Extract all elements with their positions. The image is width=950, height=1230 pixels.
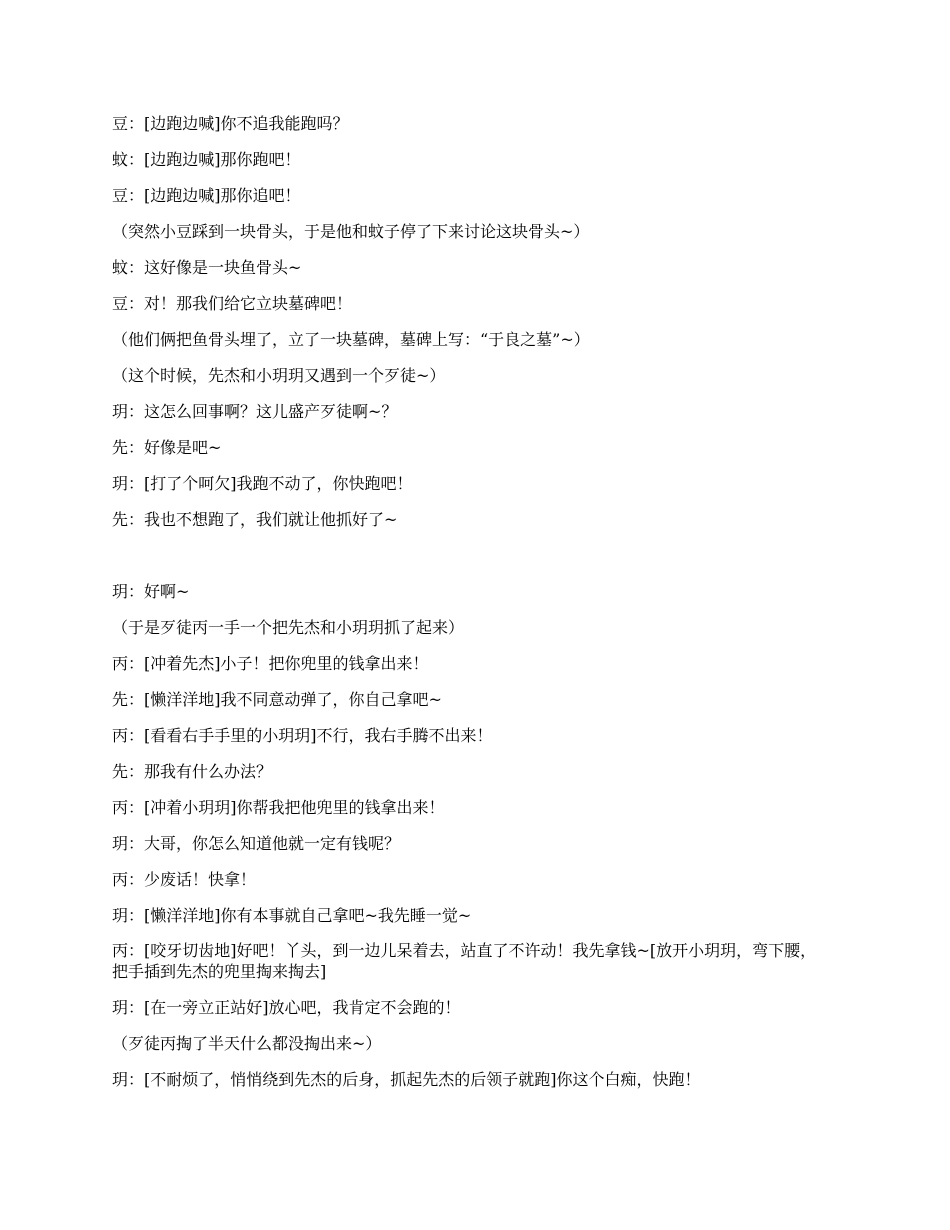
dialogue-line: 先：好像是吧~	[112, 438, 222, 457]
stage-direction: （他们俩把鱼骨头埋了，立了一块墓碑，墓碑上写：“于良之墓”~）	[112, 330, 590, 349]
dialogue-line: 玥：这怎么回事啊？这儿盛产歹徒啊~？	[112, 402, 398, 421]
dialogue-line: 豆：[边跑边喊]那你追吧！	[112, 186, 301, 205]
dialogue-line: 丙：少废话！快拿！	[112, 870, 257, 889]
script-body	[112, 112, 832, 1104]
paragraph-gap	[112, 544, 832, 580]
dialogue-line: 豆：对！那我们给它立块墓碑吧！	[112, 294, 353, 313]
dialogue-line: 玥：大哥，你怎么知道他就一定有钱呢？	[112, 834, 401, 853]
dialogue-line: 玥：[不耐烦了，悄悄绕到先杰的后身，抓起先杰的后领子就跑]你这个白痴，快跑！	[112, 1070, 701, 1089]
dialogue-line: 豆：[边跑边喊]你不追我能跑吗？	[112, 114, 349, 133]
dialogue-line: 玥：[打了个呵欠]我跑不动了，你快跑吧！	[112, 474, 413, 493]
dialogue-line: 丙：[咬牙切齿地]好吧！丫头，到一边儿呆着去，站直了不许动！我先拿钱~[放开小玥玥，弯下腰，把手插到先杰的兜里掏来掏去]	[112, 941, 817, 981]
dialogue-line: 丙：[看看右手手里的小玥玥]不行，我右手腾不出来！	[112, 726, 493, 745]
dialogue-line: 丙：[冲着小玥玥]你帮我把他兜里的钱拿出来！	[112, 798, 445, 817]
stage-direction: （于是歹徒丙一手一个把先杰和小玥玥抓了起来）	[112, 618, 465, 637]
dialogue-line: 玥：[懒洋洋地]你有本事就自己拿吧~我先睡一觉~	[112, 906, 472, 925]
stage-direction: （这个时候，先杰和小玥玥又遇到一个歹徒~）	[112, 366, 446, 385]
dialogue-line: 玥：好啊~	[112, 582, 190, 601]
dialogue-line: 丙：[冲着先杰]小子！把你兜里的钱拿出来！	[112, 654, 429, 673]
dialogue-line: 蚊：这好像是一块鱼骨头~	[112, 258, 302, 277]
dialogue-line: 先：[懒洋洋地]我不同意动弹了，你自己拿吧~	[112, 690, 442, 709]
dialogue-line: 蚊：[边跑边喊]那你跑吧！	[112, 150, 301, 169]
dialogue-line: 先：我也不想跑了，我们就让他抓好了~	[112, 510, 398, 529]
stage-direction: （歹徒丙掏了半天什么都没掏出来~）	[112, 1034, 382, 1053]
dialogue-line: 先：那我有什么办法？	[112, 762, 273, 781]
stage-direction: （突然小豆踩到一块骨头，于是他和蚊子停了下来讨论这块骨头~）	[112, 222, 590, 241]
dialogue-line: 玥：[在一旁立正站好]放心吧，我肯定不会跑的！	[112, 998, 461, 1017]
